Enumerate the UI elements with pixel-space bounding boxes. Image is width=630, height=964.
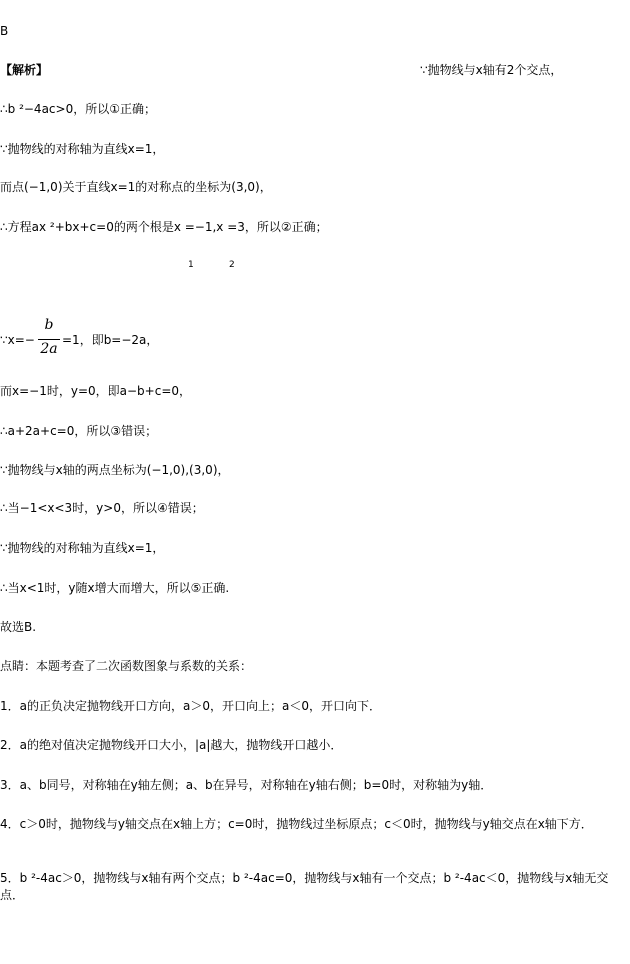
fraction-denominator: 2a xyxy=(40,341,58,357)
step-8: ∵抛物线与x轴的两点坐标为(−1,0),(3,0)， xyxy=(0,463,230,477)
notes-title: 点睛：本题考查了二次函数图象与系数的关系： xyxy=(0,659,253,673)
fraction-bar xyxy=(38,339,60,340)
first-statement: ∵抛物线与x轴有2个交点， xyxy=(420,63,563,77)
step-10: ∵抛物线的对称轴为直线x=1， xyxy=(0,541,165,555)
step-6: 而x=−1时，y=0，即a−b+c=0， xyxy=(0,384,192,398)
step-4-part-2: =−1,x xyxy=(180,220,224,234)
analysis-label: 【解析】 xyxy=(0,63,49,77)
note-3: 3．a、b同号，对称轴在y轴左侧；a、b在异号，对称轴在y轴右侧；b=0时，对称轴为y轴． xyxy=(0,778,493,792)
step-4-part-3: =3，所以②正确； xyxy=(223,220,328,234)
note-1: 1．a的正负决定抛物线开口方向，a＞0，开口向上；a＜0，开口向下． xyxy=(0,699,381,713)
step-7: ∴a+2a+c=0，所以③错误； xyxy=(0,424,158,438)
step-12: 故选B. xyxy=(0,620,37,634)
step-1: ∴b ²−4ac>0，所以①正确； xyxy=(0,102,156,116)
step-11: ∴当x<1时，y随x增大而增大，所以⑤正确. xyxy=(0,581,230,595)
step-5-suffix: =1，即b=−2a， xyxy=(62,333,159,347)
step-4-part-1: ∴方程ax ²+bx+c=0的两个根是x xyxy=(0,220,181,234)
answer-letter: B xyxy=(0,24,9,38)
root-subscript-1: 1 xyxy=(188,260,194,270)
note-2: 2．a的绝对值决定抛物线开口大小，|a|越大，抛物线开口越小． xyxy=(0,738,343,752)
step-9: ∴当−1<x<3时，y>0，所以④错误； xyxy=(0,501,204,515)
note-4: 4．c＞0时，抛物线与y轴交点在x轴上方；c=0时，抛物线过坐标原点；c＜0时，抛物线与y轴交点在x轴下方． xyxy=(0,817,593,831)
step-3: 而点(−1,0)关于直线x=1的对称点的坐标为(3,0)， xyxy=(0,180,272,194)
step-5-prefix: ∵x=− xyxy=(0,333,35,347)
step-4 xyxy=(0,219,328,235)
step-2: ∵抛物线的对称轴为直线x=1， xyxy=(0,142,165,156)
root-subscript-2: 2 xyxy=(229,260,235,270)
fraction-numerator: b xyxy=(44,317,54,333)
note-5: 5．b ²-4ac＞0，抛物线与x轴有两个交点；b ²-4ac=0，抛物线与x轴有一个交点；b ²-4ac＜0，抛物线与x轴无交点． xyxy=(0,871,609,902)
